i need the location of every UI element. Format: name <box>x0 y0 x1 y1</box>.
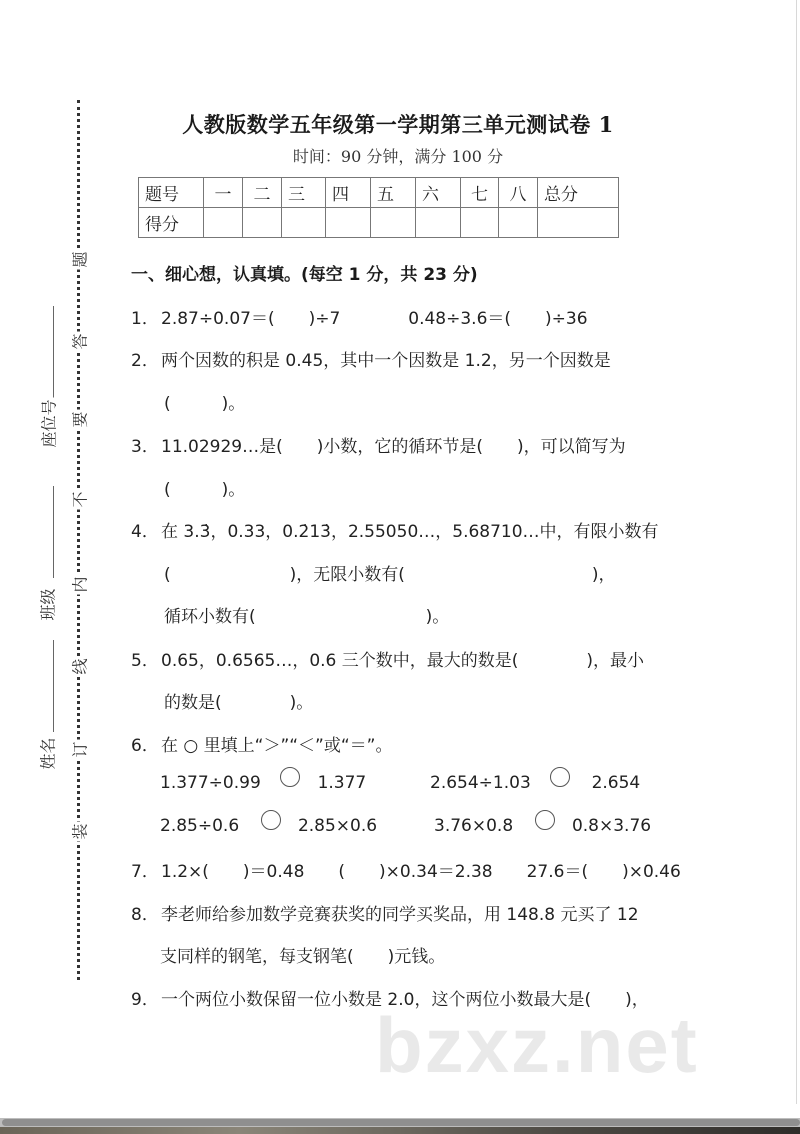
comparison-right: 2.654 <box>591 773 641 793</box>
question-4 <box>131 517 659 542</box>
comparison-2 <box>430 773 640 793</box>
question-number: 6． <box>131 736 159 756</box>
col-1: 一 <box>204 178 243 208</box>
question-text: 一个两位小数保留一位小数是 2.0，这个两位小数最大是( )， <box>161 990 649 1010</box>
question-7 <box>131 857 681 882</box>
binding-dotted-line <box>77 100 80 980</box>
question-text: 0.65，0.6565…，0.6 三个数中，最大的数是( )，最小 <box>161 651 645 671</box>
col-3: 三 <box>282 178 326 208</box>
score-cell-2[interactable] <box>243 208 282 238</box>
question-text: 李老师给参加数学竞赛获奖的同学买奖品，用 148.8 元买了 12 <box>161 905 639 925</box>
comparison-3 <box>160 816 377 836</box>
question-5-line-2: 的数是( )。 <box>164 693 314 713</box>
class-underline <box>53 486 54 578</box>
margin-word-ti: 题 <box>68 249 91 269</box>
section-1-heading: 一、细心想，认真填。(每空 1 分，共 23 分) <box>131 265 478 285</box>
comparison-left: 2.654÷1.03 <box>430 773 531 793</box>
row-header-question-number: 题号 <box>139 178 204 208</box>
answer-circle-icon[interactable] <box>261 810 281 830</box>
question-number: 9． <box>131 990 159 1010</box>
question-number: 5． <box>131 651 159 671</box>
col-5: 五 <box>371 178 416 208</box>
name-underline <box>53 640 54 732</box>
class-label: 班级 <box>36 586 59 622</box>
question-number: 4． <box>131 522 159 542</box>
score-cell-3[interactable] <box>282 208 326 238</box>
question-4-line-3: 循环小数有( )。 <box>164 607 450 627</box>
question-2 <box>131 346 611 371</box>
answer-circle-icon[interactable] <box>280 767 300 787</box>
score-cell-total[interactable] <box>538 208 619 238</box>
margin-word-zhuang: 装 <box>68 821 91 841</box>
exam-subtitle: 时间：90 分钟，满分 100 分 <box>292 147 504 166</box>
col-6: 六 <box>416 178 461 208</box>
horizontal-scrollbar-thumb[interactable] <box>2 1119 800 1126</box>
comparison-right: 0.8×3.76 <box>571 816 652 836</box>
comparison-1 <box>160 773 366 793</box>
question-number: 2． <box>131 351 159 371</box>
answer-circle-icon[interactable] <box>550 767 570 787</box>
margin-word-nei: 内 <box>68 574 91 594</box>
col-7: 七 <box>461 178 499 208</box>
margin-word-yao: 要 <box>68 409 91 429</box>
margin-word-ding: 订 <box>68 739 91 759</box>
score-cell-1[interactable] <box>204 208 243 238</box>
margin-word-xian: 线 <box>68 656 91 676</box>
score-cell-4[interactable] <box>326 208 371 238</box>
comparison-left: 3.76×0.8 <box>434 816 514 836</box>
exam-title: 人教版数学五年级第一学期第三单元测试卷 1 <box>182 112 614 137</box>
score-cell-8[interactable] <box>499 208 538 238</box>
comparison-right: 1.377 <box>317 773 367 793</box>
col-2: 二 <box>243 178 282 208</box>
col-total: 总分 <box>538 178 619 208</box>
col-8: 八 <box>499 178 538 208</box>
question-text: 1.2×( )＝0.48 ( )×0.34＝2.38 27.6＝( )×0.46 <box>161 862 681 882</box>
question-8 <box>131 900 639 925</box>
seat-number-underline <box>53 306 54 398</box>
seat-number-label: 座位号 <box>37 397 60 449</box>
comparison-4 <box>434 816 651 836</box>
score-cell-5[interactable] <box>371 208 416 238</box>
row-header-score: 得分 <box>139 208 204 238</box>
question-6 <box>131 731 392 756</box>
comparison-right: 2.85×0.6 <box>297 816 378 836</box>
score-table-header-row <box>139 178 619 208</box>
name-label: 姓名 <box>36 735 59 771</box>
question-text: 11.02929…是( )小数，它的循环节是( )，可以简写为 <box>161 437 626 457</box>
background-strip <box>0 1127 800 1134</box>
question-2-line-2: ( )。 <box>164 394 246 414</box>
margin-word-bu: 不 <box>68 489 91 509</box>
question-3-line-2: ( )。 <box>164 480 246 500</box>
question-1 <box>131 304 588 329</box>
question-4-line-2: ( )，无限小数有( )， <box>164 565 616 585</box>
answer-circle-icon[interactable] <box>535 810 555 830</box>
question-number: 8． <box>131 905 159 925</box>
question-8-line-2: 支同样的钢笔，每支钢笔( )元钱。 <box>160 947 446 967</box>
score-table-score-row <box>139 208 619 238</box>
question-number: 7． <box>131 862 159 882</box>
question-text: 在 ○ 里填上“＞”“＜”或“＝”。 <box>161 736 393 756</box>
score-cell-6[interactable] <box>416 208 461 238</box>
margin-word-da: 答 <box>68 331 91 351</box>
comparison-left: 1.377÷0.99 <box>160 773 261 793</box>
comparison-left: 2.85÷0.6 <box>160 816 240 836</box>
question-5 <box>131 646 644 671</box>
question-text: 在 3.3̇，0.33，0.2̇13̇，2.55050…，5.68710…中，有限小数有 <box>161 522 659 542</box>
col-4: 四 <box>326 178 371 208</box>
question-number: 3． <box>131 437 159 457</box>
watermark: bzxz.net <box>375 1001 699 1089</box>
question-text: 两个因数的积是 0.45，其中一个因数是 1.2，另一个因数是 <box>161 351 611 371</box>
question-text: 2.87÷0.07＝( )÷7 0.48÷3.6＝( )÷36 <box>161 309 588 329</box>
question-3 <box>131 432 626 457</box>
score-cell-7[interactable] <box>461 208 499 238</box>
question-number: 1． <box>131 309 159 329</box>
score-table <box>138 177 619 238</box>
